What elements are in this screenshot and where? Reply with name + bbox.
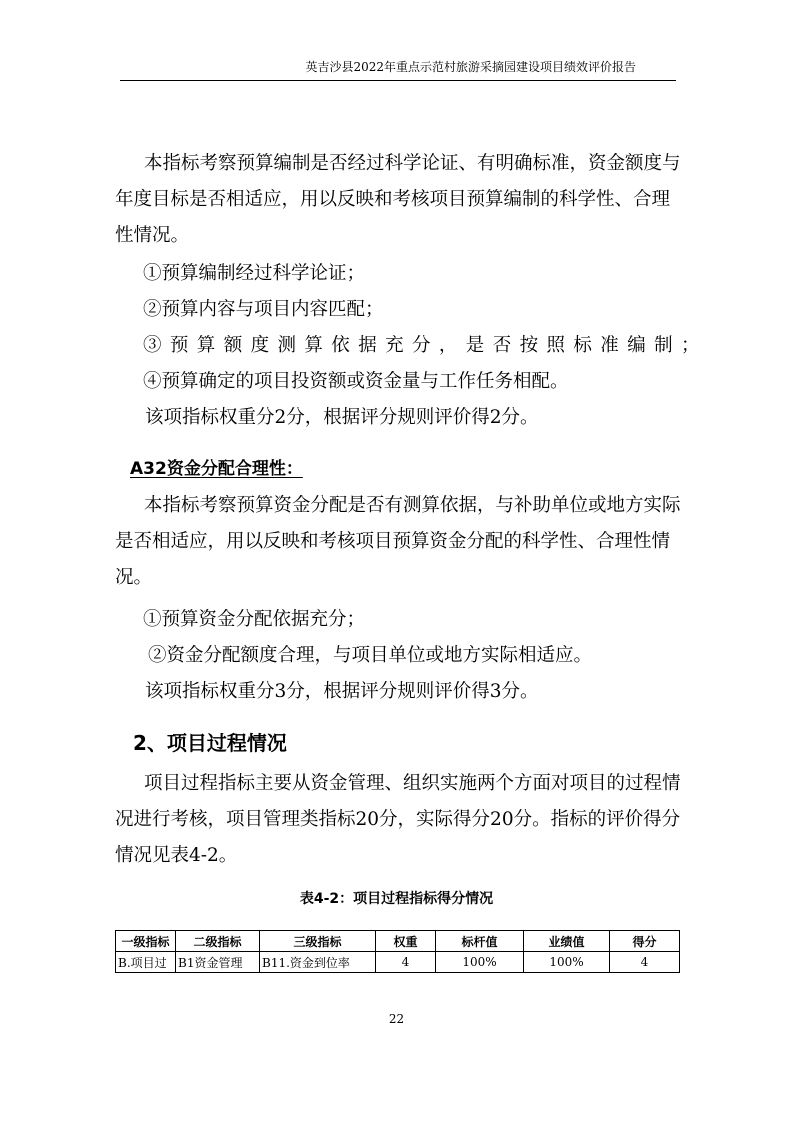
budget-section	[115, 146, 685, 254]
table-row	[116, 952, 680, 973]
table-cell: B11.资金到位率	[260, 952, 376, 973]
allocation-paragraph: 本指标考察预算资金分配是否有测算依据，与补助单位或地方实际是否相适应，用以反映和考核项目预算资金分配的科学性、合理性情况。	[115, 495, 681, 588]
table-header-row	[116, 931, 680, 952]
table-cell: 4	[376, 952, 436, 973]
section-title: 2、项目过程情况	[133, 731, 287, 755]
budget-items	[115, 256, 708, 436]
table-title: 表4-2：项目过程指标得分情况	[299, 891, 494, 907]
process-section	[115, 766, 685, 874]
budget-item: ②预算内容与项目内容匹配；	[143, 299, 384, 320]
allocation-section	[115, 488, 685, 596]
allocation-item: ②资金分配额度合理，与项目单位或地方实际相适应。	[148, 645, 593, 666]
table-header-cell: 标杆值	[436, 931, 524, 952]
table-cell: B.项目过	[116, 952, 176, 973]
page-header	[120, 55, 676, 81]
allocation-score-text: 该项指标权重分3分，根据评分规则评价得3分。	[145, 681, 539, 702]
header-title: 英吉沙县2022年重点示范村旅游采摘园建设项目绩效评价报告	[305, 60, 636, 74]
allocation-item: ①预算资金分配依据充分；	[143, 609, 366, 630]
table-header-cell: 权重	[376, 931, 436, 952]
table-cell: 100%	[524, 952, 610, 973]
table-header-cell: 一级指标	[116, 931, 176, 952]
budget-item: ④预算确定的项目投资额或资金量与工作任务相配。	[143, 371, 569, 392]
process-paragraph: 项目过程指标主要从资金管理、组织实施两个方面对项目的过程情况进行考核，项目管理类指标20分，实际得分20分。指标的评价得分情况见表4-2。	[115, 773, 681, 866]
budget-item: ③预算额度测算依据充分，是否按照标准编制；	[143, 335, 708, 356]
table-cell: 4	[610, 952, 680, 973]
table-cell: 100%	[436, 952, 524, 973]
allocation-items	[115, 602, 685, 710]
table-header-cell: 业绩值	[524, 931, 610, 952]
budget-score-text: 该项指标权重分2分，根据评分规则评价得2分。	[145, 407, 539, 428]
table-header-cell: 三级指标	[260, 931, 376, 952]
budget-item: ①预算编制经过科学论证；	[143, 263, 366, 284]
subsection-heading: A32资金分配合理性：	[130, 459, 303, 479]
page-number: 22	[388, 1012, 405, 1026]
table-header-cell: 得分	[610, 931, 680, 952]
process-indicator-table	[115, 930, 680, 973]
table-header-cell: 二级指标	[176, 931, 260, 952]
budget-paragraph: 本指标考察预算编制是否经过科学论证、有明确标准，资金额度与年度目标是否相适应，用以反映和考核项目预算编制的科学性、合理性情况。	[115, 153, 681, 246]
table-cell: B1资金管理	[176, 952, 260, 973]
